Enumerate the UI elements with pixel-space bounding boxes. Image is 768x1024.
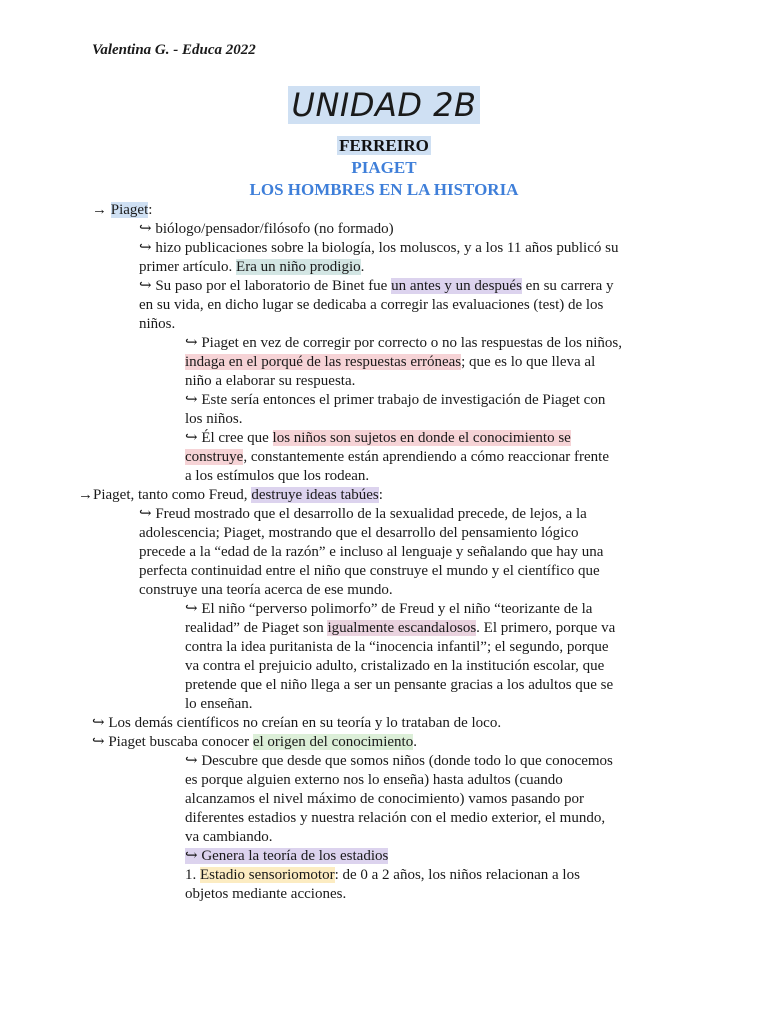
note-line: diferentes estadios y nuestra relación con el medio exterior, el mundo, xyxy=(185,810,606,826)
note-line: ↪ Los demás científicos no creían en su teoría y lo trataban de loco. xyxy=(92,715,502,731)
note-line: niño a elaborar su respuesta. xyxy=(185,373,356,389)
note-line: primer artículo. Era un niño prodigio. xyxy=(139,259,365,275)
note-line: precede a la “edad de la razón” e incluso al lenguaje y señalando que hay una xyxy=(139,544,604,560)
subtitle-ferreiro: FERREIRO xyxy=(339,136,429,155)
note-line: va contra el prejuicio adulto, cristalizado en la institución escolar, que xyxy=(185,658,605,674)
note-line: ↪ Piaget en vez de corregir por correcto o no las respuestas de los niños, xyxy=(185,335,623,351)
note-line: ↪ Este sería entonces el primer trabajo de investigación de Piaget con xyxy=(185,392,606,408)
note-line: objetos mediante acciones. xyxy=(185,886,347,902)
note-line: → Piaget: xyxy=(92,202,153,218)
note-line: ↪ Su paso por el laboratorio de Binet fue un antes y un después en su carrera y xyxy=(139,278,614,294)
note-line: es porque alguien externo nos lo enseña) hasta adultos (cuando xyxy=(185,772,563,788)
note-line: ↪ El niño “perverso polimorfo” de Freud y el niño “teorizante de la xyxy=(185,601,593,617)
notes-body xyxy=(78,201,682,904)
note-line: 1. Estadio sensoriomotor: de 0 a 2 años, los niños relacionan a los xyxy=(185,867,580,883)
page-title: UNIDAD 2B xyxy=(0,86,768,124)
note-line: ↪ Piaget buscaba conocer el origen del conocimiento. xyxy=(92,734,417,750)
note-line: construye una teoría acerca de ese mundo. xyxy=(139,582,393,598)
note-line: los niños. xyxy=(185,411,243,427)
note-line: niños. xyxy=(139,316,176,332)
note-line: perfecta continuidad entre el niño que construye el mundo y el científico que xyxy=(139,563,600,579)
note-line: construye, constantemente están aprendiendo a cómo reaccionar frente xyxy=(185,449,609,465)
note-line: ↪ Descubre que desde que somos niños (donde todo lo que conocemos xyxy=(185,753,613,769)
note-line: pretende que el niño llega a ser un pensante gracias a los adultos que se xyxy=(185,677,614,693)
note-line: ↪ Él cree que los niños son sujetos en donde el conocimiento se xyxy=(185,430,571,446)
note-line: adolescencia; Piaget, mostrando que el desarrollo del pensamiento lógico xyxy=(139,525,579,541)
note-line: va cambiando. xyxy=(185,829,273,845)
note-line: en su vida, en dicho lugar se dedicaba a corregir las evaluaciones (test) de los xyxy=(139,297,604,313)
note-line: ↪ hizo publicaciones sobre la biología, los moluscos, y a los 11 años publicó su xyxy=(139,240,619,256)
note-line: realidad” de Piaget son igualmente escandalosos. El primero, porque va xyxy=(185,620,616,636)
note-line: a los estímulos que los rodean. xyxy=(185,468,370,484)
note-line: alcanzamos el nivel máximo de conocimiento) vamos pasando por xyxy=(185,791,585,807)
note-line: ↪ biólogo/pensador/filósofo (no formado) xyxy=(139,221,394,237)
document-header: Valentina G. - Educa 2022 xyxy=(92,42,256,58)
note-line: →Piaget, tanto como Freud, destruye ideas tabúes: xyxy=(78,487,383,503)
note-line: ↪ Genera la teoría de los estadios xyxy=(185,848,389,864)
subtitle-hombres: LOS HOMBRES EN LA HISTORIA xyxy=(249,180,519,199)
note-line: contra la idea puritanista de la “inocencia infantil”; el segundo, porque xyxy=(185,639,609,655)
note-line: indaga en el porqué de las respuestas erróneas; que es lo que lleva al xyxy=(185,354,596,370)
note-line: ↪ Freud mostrado que el desarrollo de la sexualidad precede, de lejos, a la xyxy=(139,506,587,522)
subtitle-piaget: PIAGET xyxy=(351,158,417,177)
note-line: lo enseñan. xyxy=(185,696,253,712)
